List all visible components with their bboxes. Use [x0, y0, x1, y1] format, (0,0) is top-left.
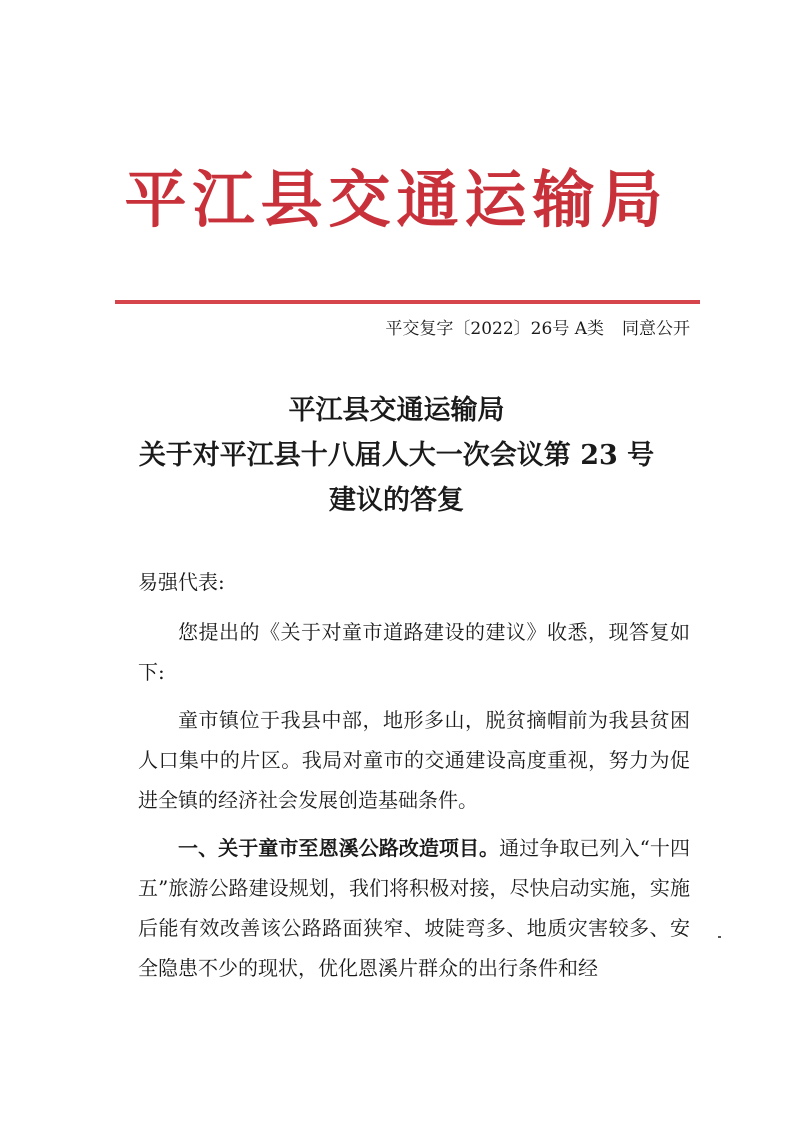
paragraph-background: 童市镇位于我县中部，地形多山，脱贫摘帽前为我县贫困人口集中的片区。我局对童市的交通建设高度重视，努力为促进全镇的经济社会发展创造基础条件。 — [138, 708, 690, 812]
disclosure-status: 同意公开 — [622, 319, 690, 339]
paragraph-section-1 — [138, 828, 690, 988]
letterhead-red-rule — [115, 300, 700, 304]
letterhead-agency-name: 平江县交通运输局 — [124, 163, 669, 236]
title-line-3: 建议的答复 — [329, 485, 464, 516]
title-line-1: 平江县交通运输局 — [288, 395, 505, 426]
salutation: 易强代表: — [138, 570, 225, 594]
document-title — [100, 388, 693, 523]
section-1-text: 通过争取已列入“十四五”旅游公路建设规划，我们将积极对接，尽快启动实施，实施后能有效改善该公路路面狭窄、坡陡弯多、地质灾害较多、安全隐患不少的现状，优化恩溪片群众的出行条件和经 — [138, 836, 691, 980]
document-reference-number: 平交复字〔2022〕26号 A类 — [385, 319, 604, 339]
title-line-2: 关于对平江县十八届人大一次会议第 23 号 — [138, 440, 655, 471]
section-1-heading: 一、关于童市至恩溪公路改造项目。 — [178, 836, 500, 860]
document-number-line — [300, 316, 690, 342]
document-body — [138, 562, 690, 996]
scan-artifact — [718, 936, 721, 938]
paragraph-acknowledgement: 您提出的《关于对童市道路建设的建议》收悉，现答复如下: — [138, 620, 690, 684]
